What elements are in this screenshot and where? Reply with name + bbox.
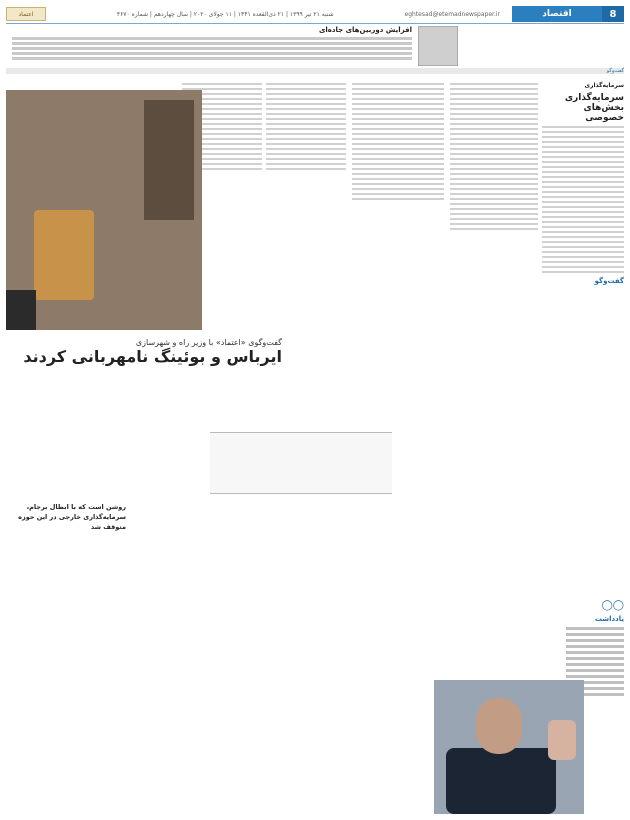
sidebar-marker: ◯◯: [601, 600, 624, 611]
lead-title: افزایش دوربین‌های جاده‌ای: [318, 26, 412, 34]
quote-box: [210, 432, 392, 494]
office-chair-photo: [6, 90, 202, 330]
newspaper-email[interactable]: eghtesad@etemadnewspaper.ir: [404, 10, 500, 18]
dateline: شنبه ۲۱ تیر ۱۳۹۹ | ۲۱ ذی‌القعده ۱۴۴۱ | ۱۱ جولای ۲۰۲۰ | سال چهاردهم | شماره ۴۶۷۰: [116, 10, 334, 18]
suit-icon: [446, 748, 556, 814]
section-title: اقتصاد: [512, 6, 602, 22]
col1-kicker: سرمایه‌گذاری: [584, 82, 624, 89]
raised-hand-icon: [548, 720, 576, 760]
lead-text: [6, 26, 418, 66]
feature-title: ایرباس و بوئینگ نامهربانی کردند: [23, 347, 282, 366]
face-icon: [476, 698, 522, 754]
minister-photo: [434, 680, 584, 814]
feature-kicker: گفت‌وگوی «اعتماد» با وزیر راه و شهرسازی: [135, 338, 282, 347]
section-number: 8: [602, 6, 624, 22]
bookshelf-icon: [144, 100, 194, 220]
page-header: [6, 6, 624, 22]
col1-bluehead: گفت‌وگو: [594, 277, 624, 285]
chair-icon: [34, 210, 94, 300]
lead-portrait-icon: [418, 26, 458, 66]
person-silhouette-icon: [6, 290, 36, 330]
brand-logo: اعتماد: [6, 7, 46, 21]
header-divider: [6, 23, 624, 24]
pull-quote: روشن است که با ابطال برجام، سرمایه‌گذاری خارجی در این حوزه متوقف شد: [18, 503, 126, 531]
section-tag: گفت‌وگو: [606, 68, 624, 74]
sidebar-bluehead: یادداشت: [594, 615, 624, 623]
lead-box: [6, 26, 458, 66]
col1-headline: سرمایه‌گذاری بخش‌های خصوصی: [564, 93, 624, 123]
feature-title-block: [6, 338, 282, 378]
divider-band: [6, 68, 624, 74]
